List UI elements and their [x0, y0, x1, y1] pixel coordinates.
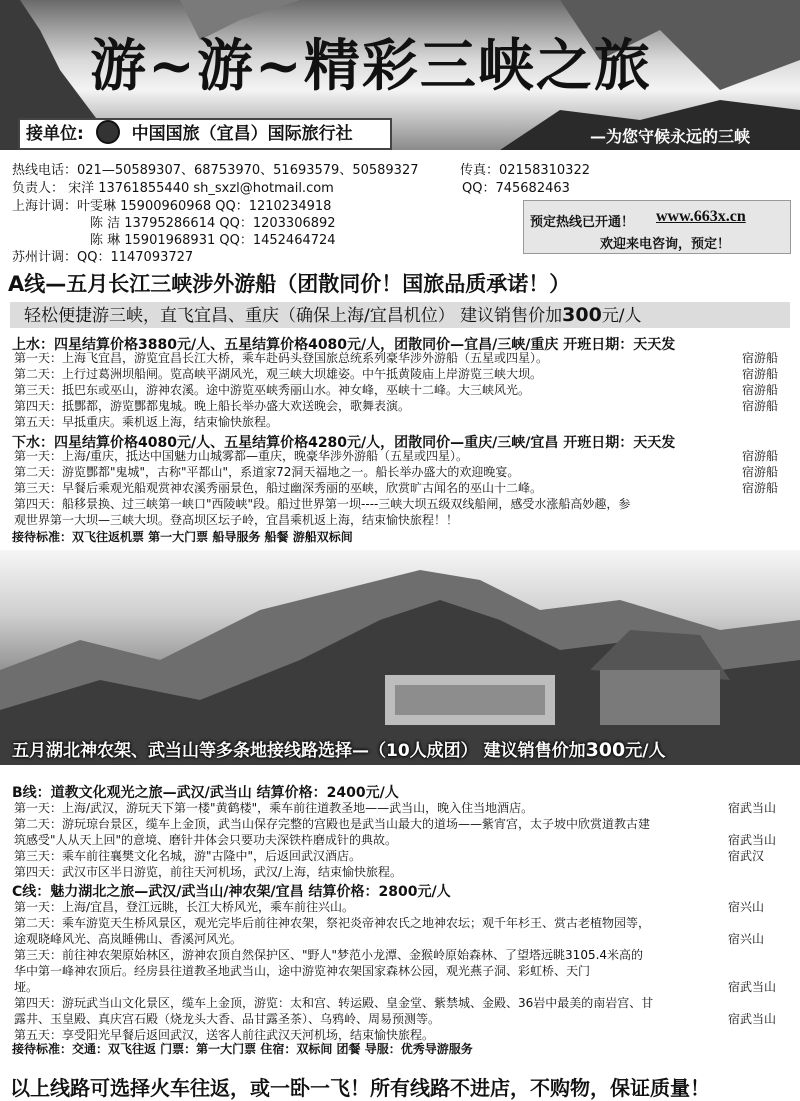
itinerary-day: 第四天：武汉市区半日游览，前往天河机场，武汉/上海，结束愉快旅程。	[14, 865, 403, 879]
itinerary-day: 华中第一峰神农顶后。经房县往道教圣地武当山，途中游览神农架国家森林公园，观光燕子洞、彩虹桥、天门	[14, 964, 591, 978]
itinerary-day: 筑感受"人从天上回"的意境、磨针井体会只要功夫深铁杵磨成针的典故。	[14, 833, 398, 847]
website-link[interactable]: www.663x.cn	[656, 208, 746, 225]
lodging-label: 宿游船	[742, 449, 779, 463]
itinerary-day: 第二天：游玩琼台景区，缆车上金顶，武当山保存完整的宫殿也是武当山最大的道场——紫宵宫，太子坡中欣赏道教古建	[14, 817, 651, 831]
itinerary-day: 第一天：上海/重庆，抵达中国魅力山城雾都—重庆，晚豪华涉外游船（五星或四星）。	[14, 449, 469, 463]
lodging-label: 宿游船	[742, 465, 779, 479]
line-a-summary-bar	[10, 302, 790, 328]
itinerary-day: 垭。	[14, 980, 39, 994]
line-a-bar-unit: 元/人	[601, 306, 642, 326]
poster-title: 游~游~精彩三峡之旅	[90, 33, 652, 99]
itinerary-day: 第四天：抵酆都，游览酆都鬼城。晚上船长举办盛大欢送晚会，歌舞表演。	[14, 399, 411, 413]
itinerary-day: 第四天：游玩武当山文化景区，缆车上金顶，游览：太和宫、转运殿、皇金堂、紫禁城、金殿、36岩中最美的南岩宫、甘	[14, 996, 654, 1010]
cits-logo-icon	[96, 120, 120, 144]
photo-banner-unit: 元/人	[625, 741, 666, 761]
agency-name: 中国国旅（宜昌）国际旅行社	[131, 124, 353, 144]
itinerary-day: 第二天：乘车游览天生桥风景区，观光完毕后前往神农架，祭祀炎帝神农氏之地神农坛；观千年杉王、赏古老植物园等，	[14, 916, 651, 930]
manager-text: 负责人： 宋洋 13761855440 sh_sxzl@hotmail.com	[12, 181, 334, 196]
manager-qq: QQ：745682463	[462, 181, 570, 196]
header-banner	[0, 0, 800, 150]
lodging-label: 宿武当山	[728, 833, 777, 847]
itinerary-day: 第四天：船移景换、过三峡第一峡口"西陵峡"段。船过世界第一坝----三峡大坝五级双线船闸，感受水涨船高妙趣，参	[14, 497, 631, 511]
line-a-downstream-head: 下水：四星结算价格4080元/人、五星结算价格4280元/人，团散同价—重庆/三峡/宜昌 开班日期：天天发	[12, 435, 676, 451]
itinerary-day: 第二天：上行过葛洲坝船闸。览高峡平湖风光，观三峡大坝雄姿。中午抵黄陵庙上岸游览三峡大坝。	[14, 367, 543, 381]
itinerary-day: 第三天：乘车前往襄樊文化名城，游"古隆中"，后返回武汉酒店。	[14, 849, 362, 863]
lodging-label: 宿兴山	[728, 932, 765, 946]
lodging-label: 宿兴山	[728, 900, 765, 914]
photo-banner-label: 五月湖北神农架、武当山等多条地接线路选择—（10人成团） 建议销售价加	[12, 741, 586, 761]
shanghai-contact-1: 上海计调：叶雯琳 15900960968 QQ：1210234918	[12, 199, 332, 214]
line-a-upstream-head: 上水：四星结算价格3880元/人、五星结算价格4080元/人，团散同价—宜昌/三峡/重庆 开班日期：天天发	[12, 337, 676, 353]
slogan: —为您守候永远的三峡	[590, 127, 751, 146]
footer-notice: 以上线路可选择火车往返，或一卧一飞！所有线路不进店，不购物，保证质量！	[10, 1076, 710, 1100]
lodging-label: 宿武当山	[728, 980, 777, 994]
itinerary-day: 第一天：上海/武汉，游玩天下第一楼"黄鹤楼"，乘车前往道教圣地——武当山，晚入住当地酒店。	[14, 801, 534, 815]
suzhou-contact: 苏州计调：QQ：1147093727	[12, 250, 194, 265]
lodging-label: 宿武当山	[728, 801, 777, 815]
lodging-label: 宿武当山	[728, 1012, 777, 1026]
mountain-photo-illustration	[0, 550, 800, 765]
line-c-head: C线：魅力湖北之旅—武汉/武当山/神农架/宜昌 结算价格：2800元/人	[12, 884, 451, 900]
booking-line-text: 预定热线已开通！	[530, 215, 635, 230]
shennongjia-photo	[0, 550, 800, 765]
line-a-bar-price: 300	[562, 304, 602, 326]
line-a-standard: 接待标准：双飞往返机票 第一大门票 船导服务 船餐 游船双标间	[12, 530, 353, 544]
lodging-label: 宿游船	[742, 399, 779, 413]
line-a-title: A线—五月长江三峡涉外游船（团散同价！国旅品质承诺！）	[8, 272, 571, 296]
lodging-label: 宿游船	[742, 367, 779, 381]
itinerary-day: 露井、玉皇殿、真庆宫石殿（烧龙头大香、品甘露圣茶）、乌鸦岭、周易预测等。	[14, 1012, 441, 1026]
lodging-label: 宿游船	[742, 351, 779, 365]
lodging-label: 宿游船	[742, 383, 779, 397]
itinerary-day: 第五天：享受阳光早餐后返回武汉，送客人前往武汉天河机场，结束愉快旅程。	[14, 1028, 435, 1042]
lodging-label: 宿武汉	[728, 849, 765, 863]
hotline-text: 热线电话：021—50589307、68753970、51693579、50589327	[12, 163, 419, 178]
itinerary-day: 途观晓峰风光、高岚睡佛山、香溪河风光。	[14, 932, 243, 946]
itinerary-day: 第三天：早餐后乘观光船观赏神农溪秀丽景色，船过幽深秀丽的巫峡，欣赏旷古闻名的巫山十二峰。	[14, 481, 543, 495]
shanghai-contact-2: 陈 洁 13795286614 QQ：1203306892	[90, 216, 336, 231]
itinerary-day: 观世界第一大坝—三峡大坝。登高坝区坛子岭，宜昌乘机返上海，结束愉快旅程！！	[14, 513, 459, 527]
line-b-head: B线：道教文化观光之旅—武汉/武当山 结算价格：2400元/人	[12, 785, 399, 801]
itinerary-day: 第一天：上海飞宜昌，游览宜昌长江大桥，乘车赴码头登国旅总统系列豪华涉外游船（五星或四星）。	[14, 351, 549, 365]
itinerary-day: 第三天：抵巴东或巫山，游神农溪。途中游览巫峡秀丽山水。神女峰，巫峡十二峰。大三峡风光。	[14, 383, 531, 397]
shanghai-contact-3: 陈 琳 15901968931 QQ：1452464724	[90, 233, 336, 248]
welcome-text: 欢迎来电咨询，预定！	[600, 237, 731, 252]
itinerary-day: 第二天：游览酆都"鬼城"，古称"平都山"，系道家72洞天福地之一。船长举办盛大的欢迎晚宴。	[14, 465, 520, 479]
line-a-bar-text: 轻松便捷游三峡，直飞宜昌、重庆（确保上海/宜昌机位） 建议销售价加	[24, 306, 563, 326]
booking-hotline-box	[523, 200, 791, 254]
agency-box	[18, 118, 392, 150]
photo-banner-text	[12, 736, 665, 761]
itinerary-day: 第五天：早抵重庆。乘机返上海，结束愉快旅程。	[14, 415, 279, 429]
itinerary-day: 第三天：前往神农架原始林区，游神农顶自然保护区、"野人"梦范小龙潭、金猴岭原始森林、了望塔远眺3105.4米高的	[14, 948, 644, 962]
fax-text: 传真：02158310322	[460, 163, 590, 178]
itinerary-day: 第一天：上海/宜昌，登江远眺，长江大桥风光，乘车前往兴山。	[14, 900, 355, 914]
agency-label: 接单位:	[26, 124, 84, 144]
lodging-label: 宿游船	[742, 481, 779, 495]
photo-banner-price: 300	[585, 739, 626, 761]
line-c-standard: 接待标准：交通：双飞往返 门票：第一大门票 住宿：双标间 团餐 导服：优秀导游服务	[12, 1042, 473, 1056]
